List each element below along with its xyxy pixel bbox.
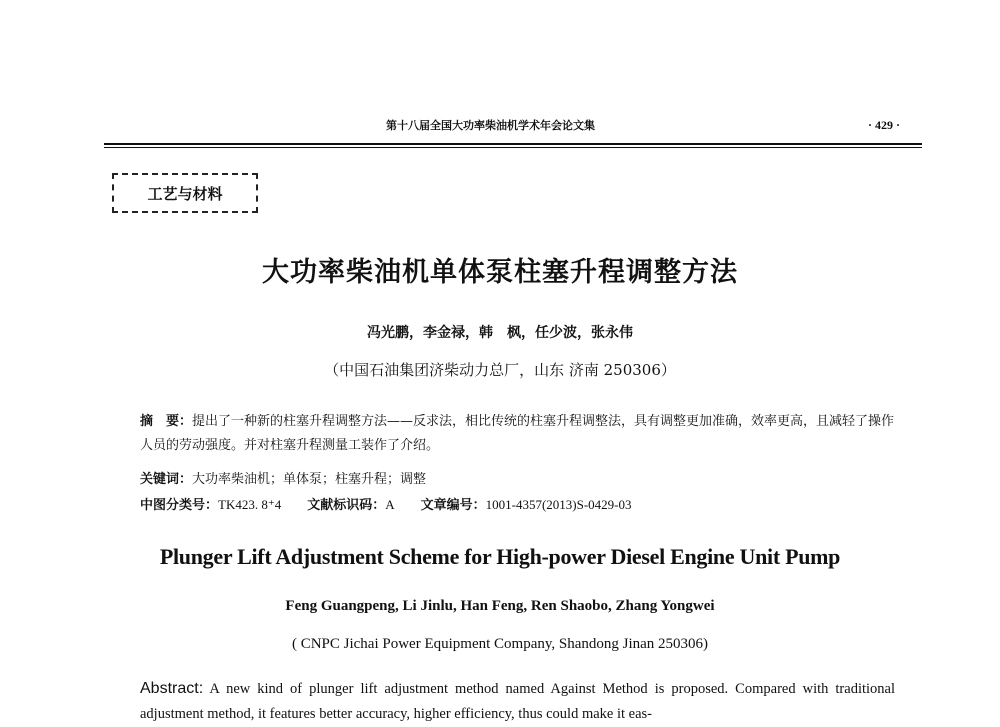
clc-value: TK423. 8⁺4 <box>218 497 282 512</box>
abstract-english <box>140 676 895 727</box>
abstract-english-label: Abstract: <box>140 680 204 697</box>
page-number: · 429 · <box>868 118 901 132</box>
authors-english: Feng Guangpeng, Li Jinlu, Han Feng, Ren Shaobo, Zhang Yongwei <box>285 598 715 614</box>
abstract-chinese-label: 摘 要： <box>140 414 193 429</box>
affiliation-english: ( CNPC Jichai Power Equipment Company, Shandong Jinan 250306) <box>291 636 709 652</box>
abstract-chinese-text: 提出了一种新的柱塞升程调整方法——反求法，相比传统的柱塞升程调整法，具有调整更加准确，效率更高，且减轻了操作人员的劳动强度。并对柱塞升程测量工装作了介绍。 <box>140 414 895 453</box>
keywords-chinese <box>140 468 426 487</box>
section-tag <box>112 173 258 213</box>
authors-chinese: 冯光鹏，李金禄，韩 枫，任少波，张永伟 <box>367 325 633 341</box>
article-no-value: 1001-4357(2013)S-0429-03 <box>485 497 632 512</box>
doc-code-value: A <box>385 497 395 512</box>
keywords-text: 大功率柴油机；单体泵；柱塞升程；调整 <box>192 472 427 487</box>
clc-label: 中图分类号： <box>140 498 219 513</box>
running-header-journal: 第十八届全国大功率柴油机学术年会论文集 <box>386 119 595 132</box>
classification-row <box>140 494 632 513</box>
title-english: Plunger Lift Adjustment Scheme for High-power Diesel Engine Unit Pump <box>159 544 841 569</box>
abstract-chinese <box>140 410 900 458</box>
article-no-label: 文章编号： <box>420 498 486 513</box>
doc-code-label: 文献标识码： <box>307 498 386 513</box>
section-tag-label: 工艺与材料 <box>147 184 223 203</box>
abstract-english-text: A new kind of plunger lift adjustment method named Against Method is proposed. Compared with traditional adjustment method, it features better accuracy, higher efficiency, thus could make it eas- <box>140 681 896 722</box>
affiliation-chinese: （中国石油集团济柴动力总厂，山东 济南 250306） <box>324 361 676 379</box>
title-chinese: 大功率柴油机单体泵柱塞升程调整方法 <box>262 257 738 288</box>
keywords-label: 关键词： <box>140 472 193 487</box>
header-rule-thin <box>104 147 922 148</box>
header-rule-thick <box>104 143 922 145</box>
